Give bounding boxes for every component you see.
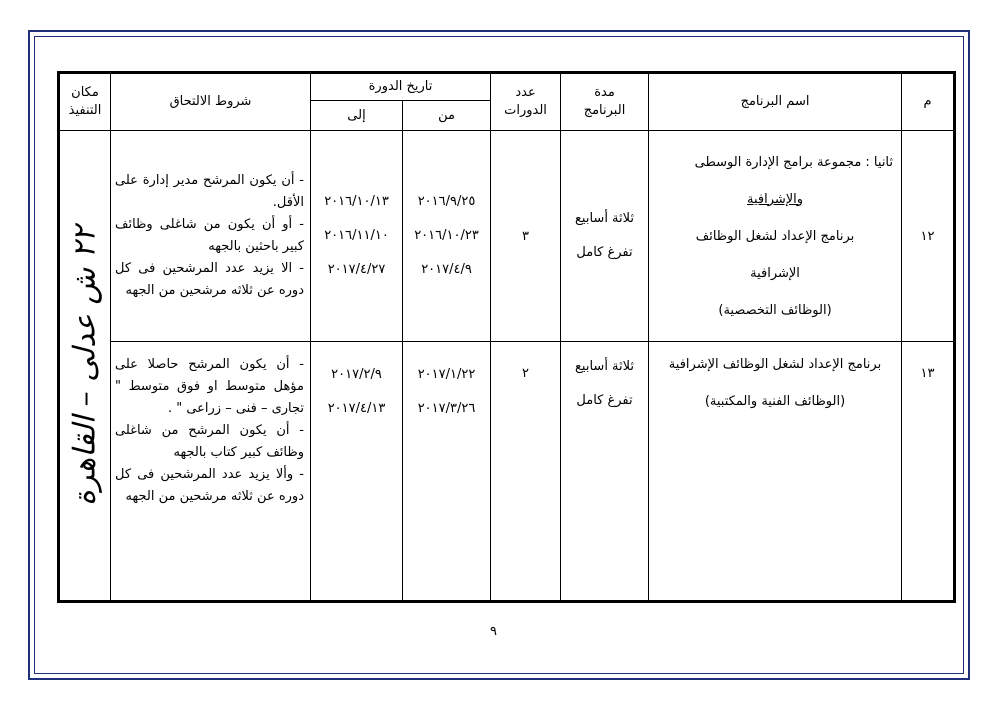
- program-line: برنامج الإعداد لشغل الوظائف الإشرافية: [668, 357, 882, 372]
- condition: - الا يزيد عدد المرشحين فى كل دوره عن ثلاثه مرشحين من الجهه: [115, 261, 304, 298]
- condition: - أن يكون المرشح مدير إدارة على الأقل.: [115, 173, 304, 210]
- header-from: من: [403, 101, 491, 131]
- duration-cell: [561, 131, 649, 342]
- program-name: [649, 131, 902, 342]
- to-dates: [311, 131, 403, 342]
- date: ٢٠١٧/٣/٢٦: [417, 401, 476, 416]
- table-row: [59, 342, 955, 602]
- header-conditions: شروط الالتحاق: [111, 73, 311, 131]
- place-text: ٢٢ ش عدلى – القاهرة: [67, 225, 103, 506]
- row-num: ١٣: [902, 342, 955, 602]
- header-place: مكان التنفيذ: [59, 73, 111, 131]
- header-to: إلى: [311, 101, 403, 131]
- program-line: (الوظائف التخصصية): [718, 302, 832, 318]
- duration-mode: تفرغ كامل: [576, 245, 633, 260]
- date: ٢٠١٧/٤/٢٧: [327, 262, 386, 277]
- table-row: [59, 131, 955, 342]
- from-dates: [403, 131, 491, 342]
- count-cell: ٢: [491, 342, 561, 602]
- date: ٢٠١٧/٤/٩: [421, 262, 472, 277]
- conditions-cell: [111, 131, 311, 342]
- condition: - أو أن يكون من شاغلى وظائف كبير باحثين بالجهه: [115, 217, 304, 254]
- from-dates: [403, 342, 491, 602]
- program-line: ثانيا : مجموعة برامج الإدارة الوسطى: [694, 154, 894, 170]
- duration-text: ثلاثة أسابيع: [575, 359, 635, 374]
- place-cell: [59, 131, 111, 602]
- date: ٢٠١٦/٩/٢٥: [417, 194, 476, 209]
- conditions-cell: [111, 342, 311, 602]
- condition: - وألا يزيد عدد المرشحين فى كل دوره عن ثلاثه مرشحين من الجهه: [115, 467, 304, 504]
- to-dates: [311, 342, 403, 602]
- header-date-group: تاريخ الدورة: [311, 73, 491, 101]
- program-line: (الوظائف الفنية والمكتبية): [704, 394, 846, 409]
- header-num: م: [902, 73, 955, 131]
- date: ٢٠١٧/٤/١٣: [327, 401, 386, 416]
- header-duration: مدة البرنامج: [561, 73, 649, 131]
- header-count: عدد الدورات: [491, 73, 561, 131]
- page-number: ٩: [490, 624, 497, 639]
- header-program: اسم البرنامج: [649, 73, 902, 131]
- date: ٢٠١٦/١١/١٠: [324, 228, 389, 243]
- date: ٢٠١٧/١/٢٢: [417, 367, 476, 382]
- duration-cell: [561, 342, 649, 602]
- condition: - أن يكون المرشح حاصلا على مؤهل متوسط او فوق متوسط " تجارى – فنى – زراعى " .: [115, 357, 304, 416]
- date: ٢٠١٦/١٠/٢٣: [414, 228, 479, 243]
- program-line: برنامج الإعداد لشغل الوظائف: [695, 228, 855, 244]
- count-cell: ٣: [491, 131, 561, 342]
- condition: - أن يكون المرشح من شاغلى وظائف كبير كتاب بالجهه: [115, 423, 304, 460]
- date: ٢٠١٦/١٠/١٣: [324, 194, 389, 209]
- program-name: [649, 342, 902, 602]
- program-line: والإشرافية: [746, 191, 804, 207]
- programs-table: [57, 71, 956, 603]
- row-num: ١٢: [902, 131, 955, 342]
- program-line: الإشرافية: [750, 265, 800, 281]
- duration-mode: تفرغ كامل: [576, 393, 633, 408]
- date: ٢٠١٧/٢/٩: [331, 367, 382, 382]
- duration-text: ثلاثة أسابيع: [575, 211, 635, 226]
